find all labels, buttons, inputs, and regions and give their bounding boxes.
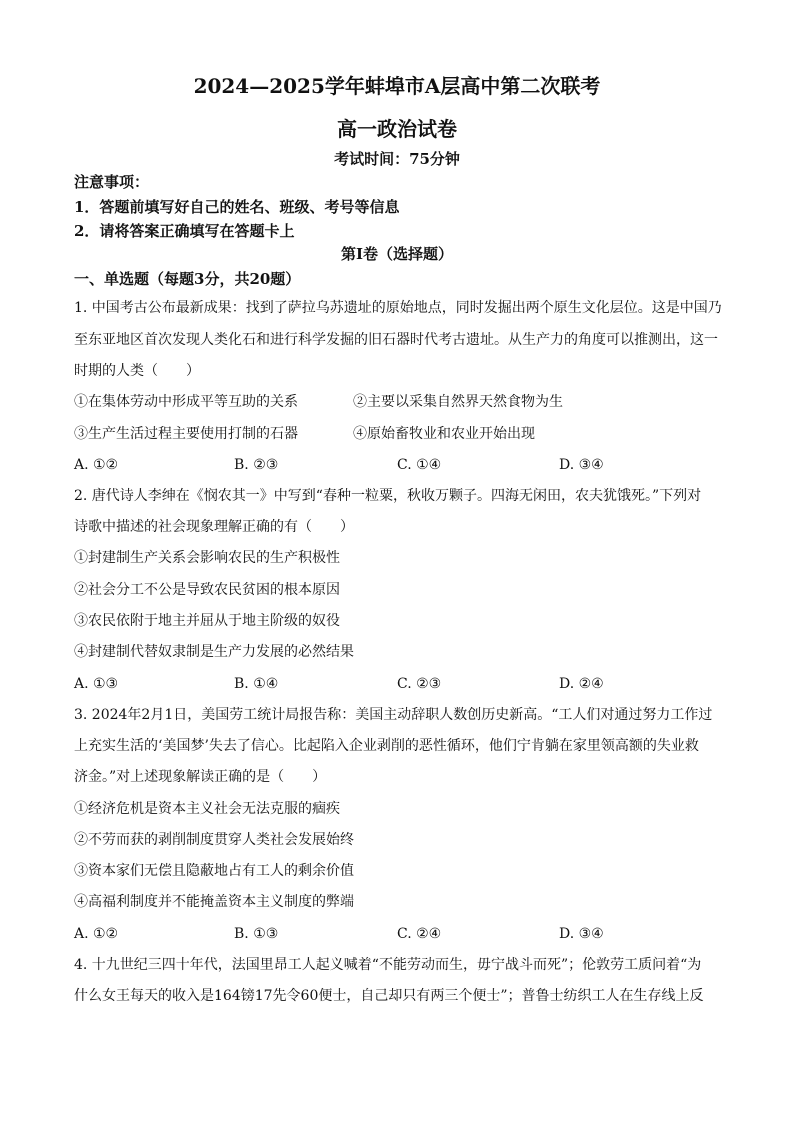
question-stem: 4. 十九世纪三四十年代，法国里昂工人起义喊着“不能劳动而生，毋宁战斗而死”；伦敦劳工质问着“为 [74,957,702,973]
question-stem: 至东亚地区首次发现人类化石和进行科学发掘的旧石器时代考古遗址。从生产力的角度可以推测出，这一 [74,332,718,348]
statement: ②主要以采集自然界天然食物为生 [353,394,563,410]
exam-time: 考试时间：75分钟 [334,150,460,168]
statement: ④高福利制度并不能掩盖资本主义制度的弊端 [74,894,354,910]
statement: ③农民依附于地主并屈从于地主阶级的奴役 [74,613,340,629]
choice-b: B. ①④ [234,676,279,692]
question-stem: 诗歌中描述的社会现象理解正确的有（ ） [74,519,354,535]
question-stem: 时期的人类（ ） [74,363,200,379]
part-heading: 第Ⅰ卷（选择题） [340,245,454,263]
choice-d: D. ③④ [559,457,604,473]
notice-item: 2．请将答案正确填写在答题卡上 [74,222,295,240]
exam-title: 2024—2025学年蚌埠市A层高中第二次联考 [193,74,601,98]
statement: ②社会分工不公是导致农民贫困的根本原因 [74,582,340,598]
section-heading: 一、单选题（每题3分，共20题） [74,270,301,288]
statement: ①封建制生产关系会影响农民的生产积极性 [74,550,340,566]
choice-c: C. ①④ [397,457,442,473]
question-stem: 什么女王每天的收入是164镑17先令60便士，自己却只有两三个便士”；普鲁士纺织工人在生存线上反 [74,988,704,1004]
choice-a: A. ①③ [74,676,119,692]
notice-heading: 注意事项： [74,173,150,191]
choice-c: C. ②③ [397,676,442,692]
exam-subtitle: 高一政治试卷 [337,117,457,141]
question-stem: 3. 2024年2月1日，美国劳工统计局报告称：美国主动辞职人数创历史新高。“工人们对通过努力工作过 [74,707,713,723]
choice-b: B. ①③ [234,926,279,942]
choice-a: A. ①② [74,457,119,473]
notice-item: 1．答题前填写好自己的姓名、班级、考号等信息 [74,198,400,216]
statement: ③资本家们无偿且隐蔽地占有工人的剩余价值 [74,863,354,879]
statement: ③生产生活过程主要使用打制的石器 [74,426,298,442]
question-stem: 1. 中国考古公布最新成果：找到了萨拉乌苏遗址的原始地点，同时发掘出两个原生文化层位。这是中国乃 [74,300,722,316]
statement: ②不劳而获的剥削制度贯穿人类社会发展始终 [74,832,354,848]
choice-b: B. ②③ [234,457,279,473]
choice-d: D. ③④ [559,926,604,942]
statement: ①经济危机是资本主义社会无法克服的痼疾 [74,801,340,817]
question-stem: 2. 唐代诗人李绅在《悯农其一》中写到“春种一粒粟，秋收万颗子。四海无闲田，农夫犹饿死。”下列对 [74,488,702,504]
choice-a: A. ①② [74,926,119,942]
statement: ④封建制代替奴隶制是生产力发展的必然结果 [74,644,354,660]
choice-c: C. ②④ [397,926,442,942]
question-stem: 上充实生活的‘美国梦’失去了信心。比起陷入企业剥削的恶性循环，他们宁肯躺在家里领高额的失业救 [74,738,699,754]
question-stem: 济金。”对上述现象解读正确的是（ ） [74,769,327,785]
statement: ①在集体劳动中形成平等互助的关系 [74,394,298,410]
statement: ④原始畜牧业和农业开始出现 [353,426,535,442]
choice-d: D. ②④ [559,676,604,692]
